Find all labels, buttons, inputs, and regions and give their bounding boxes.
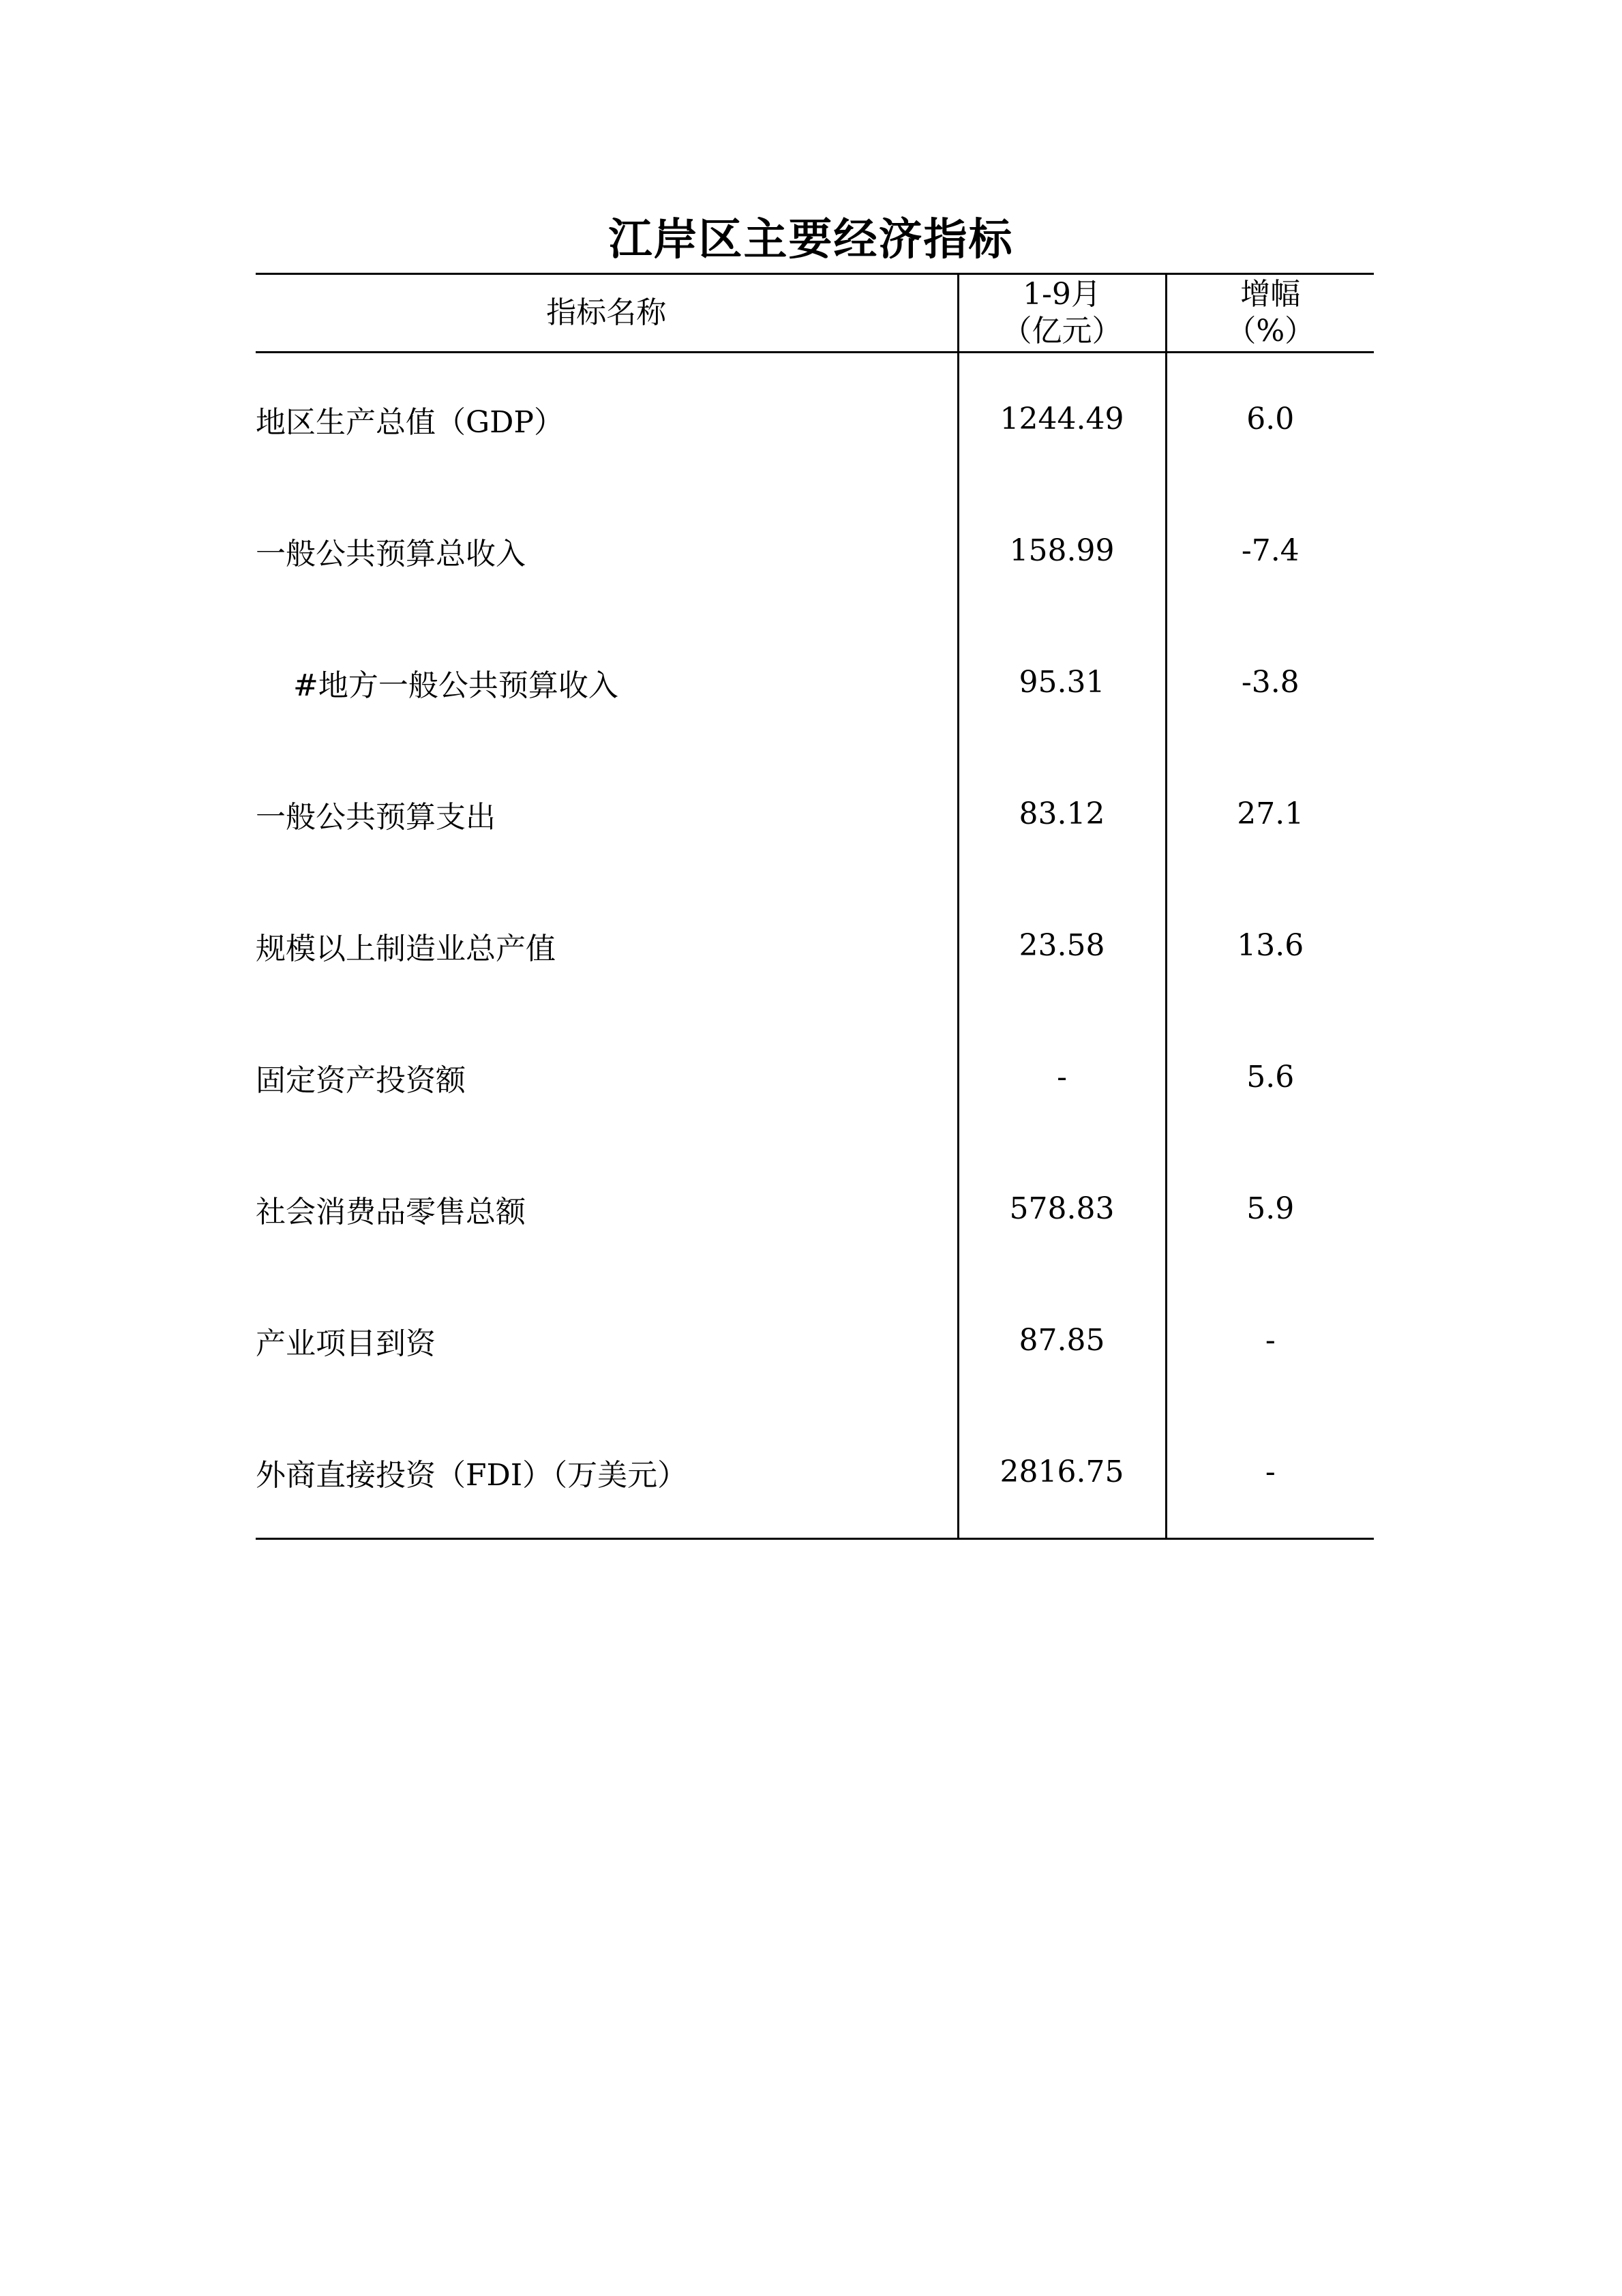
row-rate: - bbox=[1166, 1274, 1374, 1406]
row-value: 95.31 bbox=[958, 616, 1166, 748]
row-name: #地方一般公共预算收入 bbox=[293, 668, 618, 703]
row-value: 23.58 bbox=[958, 880, 1166, 1011]
row-name: 一般公共预算总收入 bbox=[256, 536, 526, 571]
row-rate: 27.1 bbox=[1166, 748, 1374, 880]
row-name: 地区生产总值（GDP） bbox=[256, 404, 565, 440]
row-name: 外商直接投资（FDI）（万美元） bbox=[256, 1406, 958, 1539]
header-value-unit: （亿元） bbox=[1002, 314, 1122, 348]
row-value: 158.99 bbox=[958, 485, 1166, 616]
row-name: 一般公共预算支出 bbox=[256, 799, 496, 835]
table-row bbox=[256, 1011, 1374, 1143]
table-row bbox=[256, 353, 1374, 486]
row-rate: 5.6 bbox=[1166, 1011, 1374, 1143]
indicators-table bbox=[256, 273, 1374, 1540]
header-value-period: 1-9月 bbox=[1023, 277, 1101, 312]
row-name: 规模以上制造业总产值 bbox=[256, 931, 556, 966]
row-name: 社会消费品零售总额 bbox=[256, 1194, 526, 1229]
table-row bbox=[256, 616, 1374, 748]
row-rate: 13.6 bbox=[1166, 880, 1374, 1011]
row-value: 83.12 bbox=[958, 748, 1166, 880]
table-row bbox=[256, 748, 1374, 880]
row-value: 87.85 bbox=[958, 1274, 1166, 1406]
header-rate-label: 增幅 bbox=[1240, 277, 1301, 312]
row-rate: 6.0 bbox=[1166, 353, 1374, 486]
row-rate: -3.8 bbox=[1166, 616, 1374, 748]
row-name: 固定资产投资额 bbox=[256, 1062, 466, 1098]
table-row bbox=[256, 1406, 1374, 1539]
header-value bbox=[958, 274, 1166, 353]
row-value: - bbox=[958, 1011, 1166, 1143]
row-rate: - bbox=[1166, 1406, 1374, 1539]
page-title: 江岸区主要经济指标 bbox=[608, 215, 1014, 265]
header-indicator-name: 指标名称 bbox=[256, 274, 958, 353]
table-row bbox=[256, 880, 1374, 1011]
table-row bbox=[256, 1143, 1374, 1274]
row-rate: 5.9 bbox=[1166, 1143, 1374, 1274]
row-rate: -7.4 bbox=[1166, 485, 1374, 616]
row-value: 578.83 bbox=[958, 1143, 1166, 1274]
table-row bbox=[256, 485, 1374, 616]
table-row bbox=[256, 1274, 1374, 1406]
header-rate-unit: （%） bbox=[1226, 314, 1315, 348]
header-growth-rate bbox=[1166, 274, 1374, 353]
row-value: 1244.49 bbox=[958, 353, 1166, 486]
table-header-row bbox=[256, 274, 1374, 353]
row-name: 产业项目到资 bbox=[256, 1326, 436, 1361]
row-value: 2816.75 bbox=[958, 1406, 1166, 1539]
